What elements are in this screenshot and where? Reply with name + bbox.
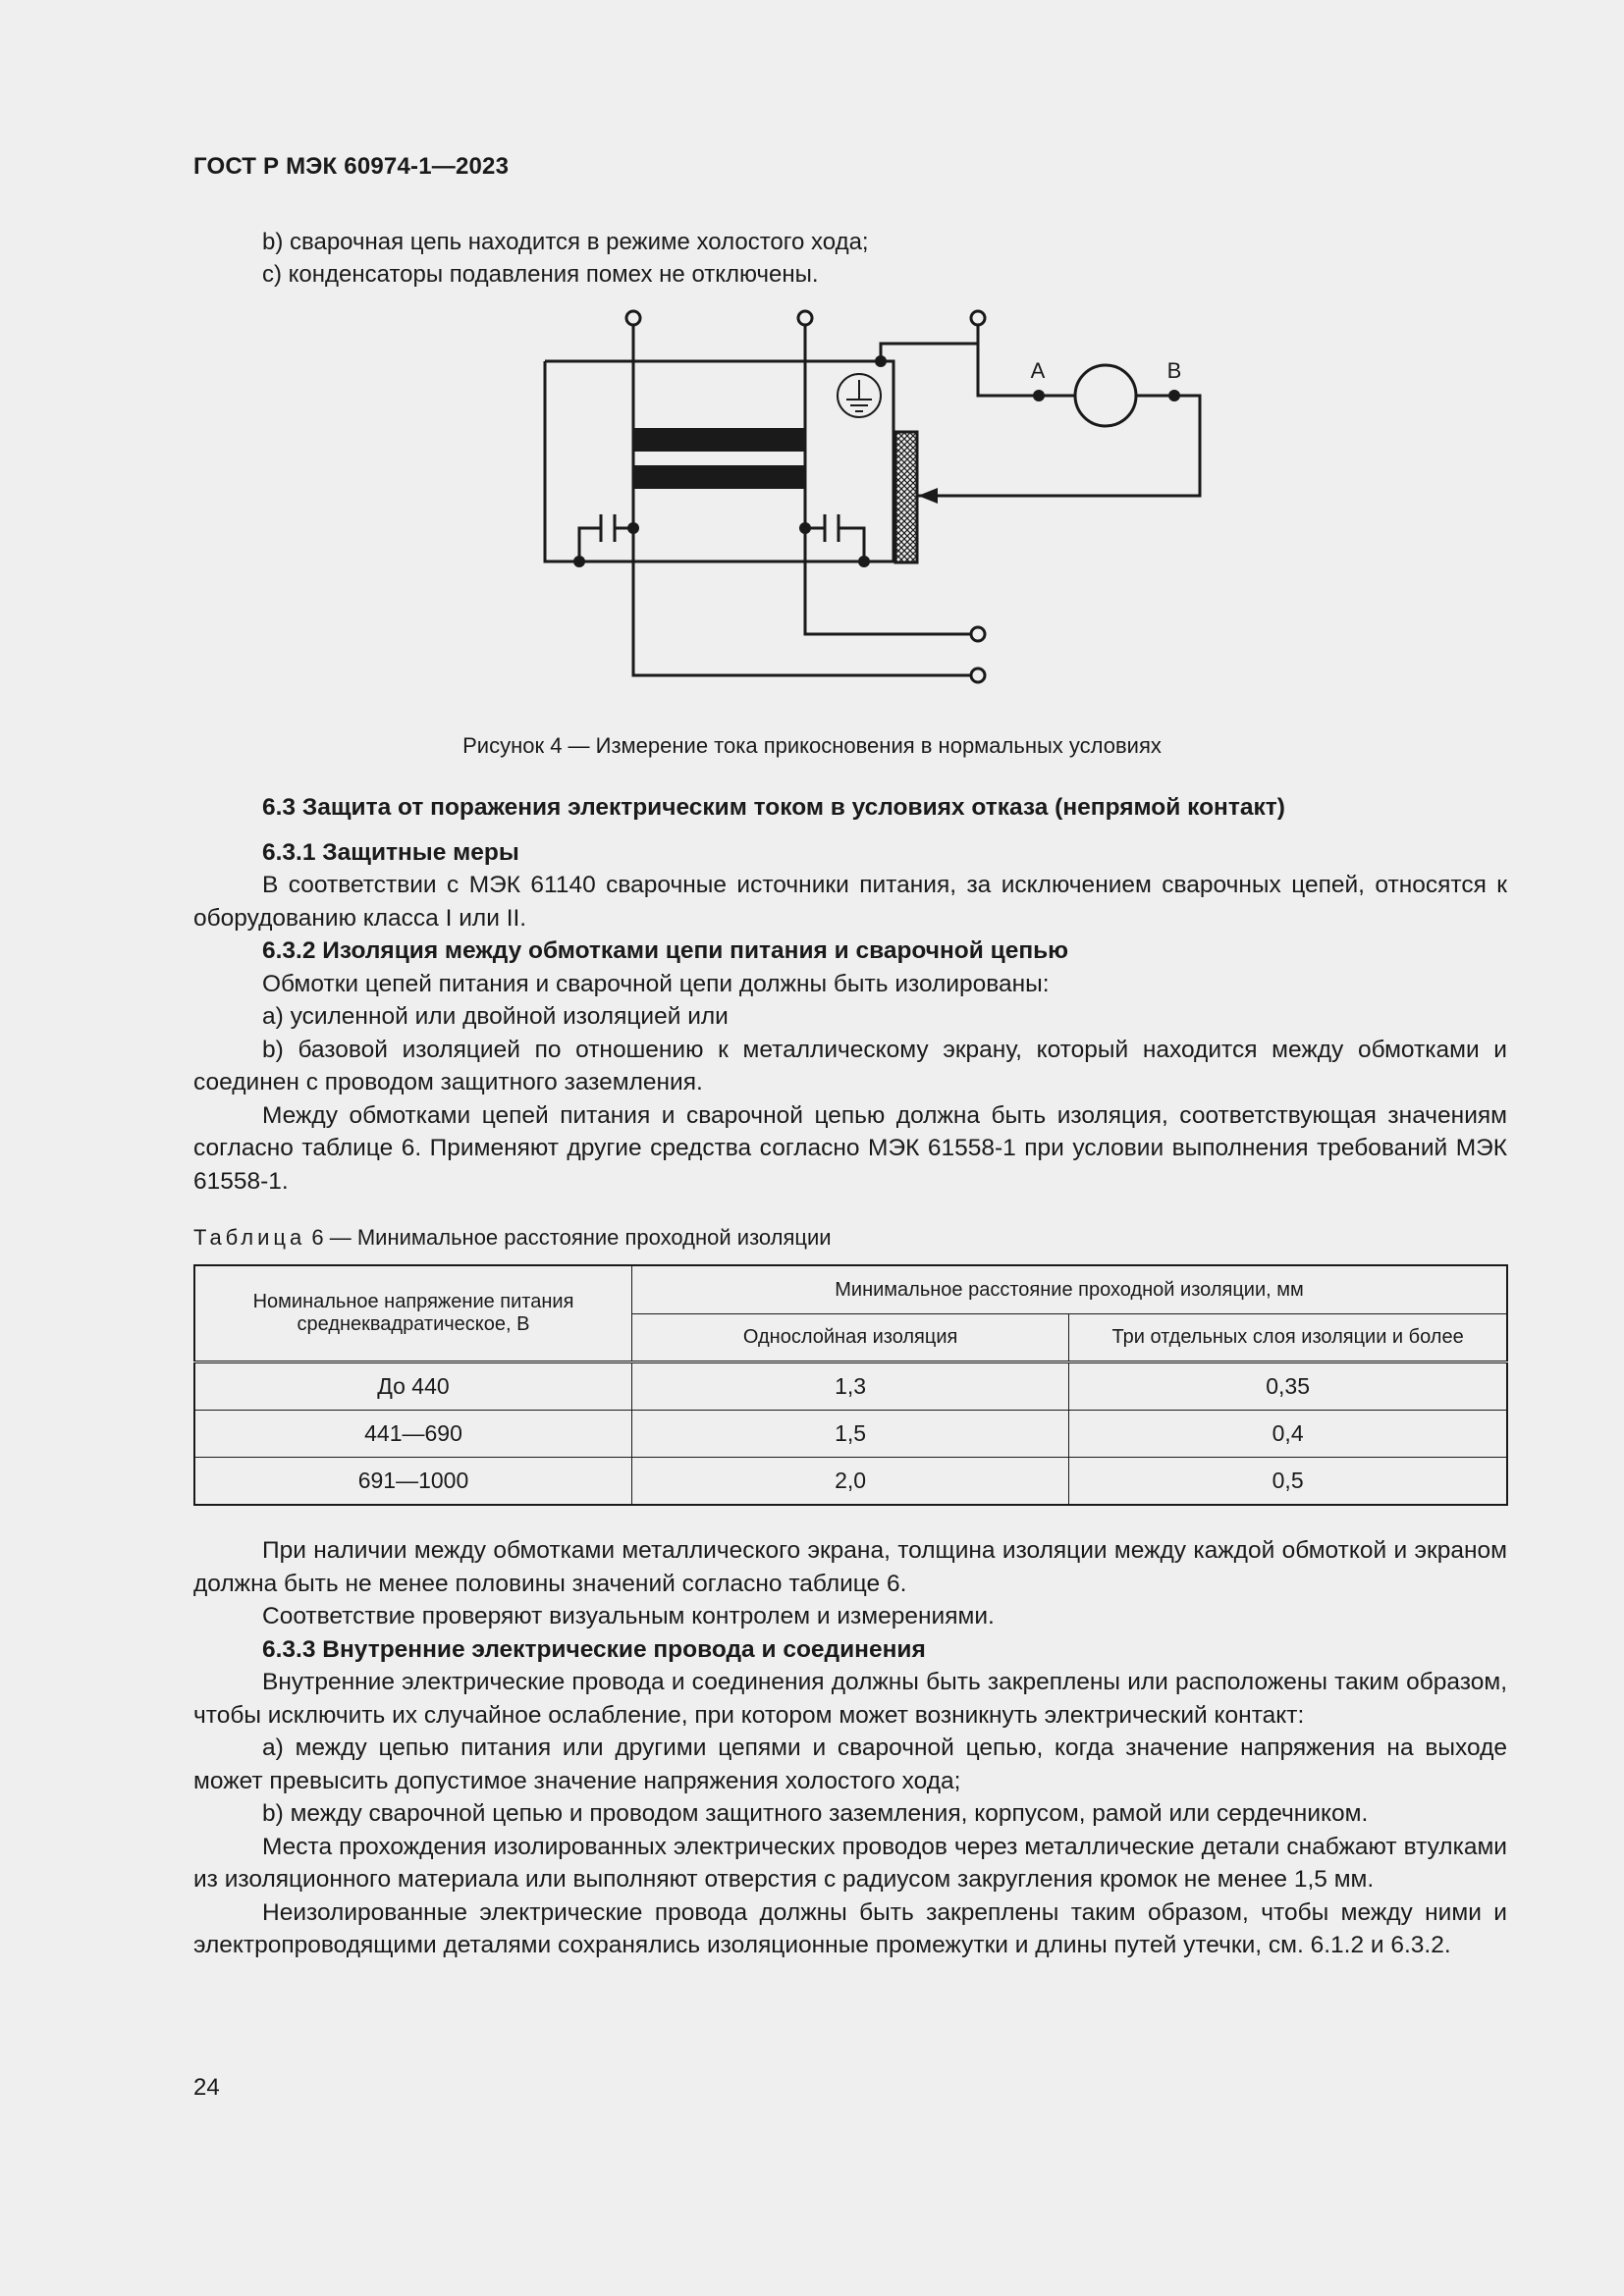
cell-voltage: 441—690: [194, 1411, 631, 1458]
terminal-icon: [971, 311, 985, 325]
column-header-group: Минимальное расстояние проходной изоляции, мм: [631, 1265, 1507, 1314]
list-item: a) между цепью питания или другими цепями и сварочной цепью, когда значение напряжения на выходе может превысить допустимое значение напряжения холостого хода;: [193, 1735, 1507, 1794]
terminal-icon: [971, 668, 985, 682]
list-item: b) между сварочной цепью и проводом защитного заземления, корпусом, рамой или сердечником.: [262, 1800, 1369, 1827]
insulation-distance-table: [193, 1264, 1508, 1506]
touch-current-circuit-diagram: [530, 299, 1218, 692]
section-6-3-block: [193, 791, 1507, 1198]
table-title-prefix: Таблица: [193, 1225, 306, 1250]
paragraph: Неизолированные электрические провода должны быть закреплены таким образом, чтобы между ними и электропроводящими деталями сохранялись изоляционные промежутки и длины путей утечки, см. 6.1.2 и 6.3.2.: [193, 1898, 1507, 1958]
standard-header: ГОСТ Р МЭК 60974-1—2023: [193, 153, 510, 180]
terminal-icon: [971, 627, 985, 641]
table-title-text: 6 — Минимальное расстояние проходной изоляции: [305, 1225, 832, 1250]
after-table-block: [193, 1534, 1507, 1962]
table-row: [194, 1411, 1507, 1458]
paragraph: Внутренние электрические провода и соединения должны быть закреплены или расположены таким образом, чтобы исключить их случайное ослабление, при котором может возникнуть электрический контакт:: [193, 1669, 1507, 1729]
transformer-core-upper: [633, 428, 805, 452]
table-title: [193, 1225, 832, 1251]
cell-single: 2,0: [631, 1458, 1068, 1506]
intro-item-b: b) сварочная цепь находится в режиме холостого хода;: [262, 229, 869, 255]
point-b-label: B: [1166, 358, 1182, 383]
terminal-icon: [798, 311, 812, 325]
point-a-label: A: [1030, 358, 1046, 383]
cell-three: 0,4: [1069, 1411, 1507, 1458]
table-row: [194, 1458, 1507, 1506]
transformer-core-lower: [633, 465, 805, 489]
table-row: [194, 1362, 1507, 1411]
paragraph: Между обмотками цепей питания и сварочной цепью должна быть изоляция, соответствующая значениям согласно таблице 6. Применяют другие средства согласно МЭК 61558-1 при условии выполнения требований МЭК 61558-1.: [193, 1101, 1507, 1195]
subsection-heading: 6.3.3 Внутренние электрические провода и соединения: [262, 1635, 926, 1663]
earth-ground-icon: [838, 374, 881, 417]
paragraph: Места прохождения изолированных электрических проводов через металлические детали снабжают втулками из изоляционного материала или выполняют отверстия с радиусом закругления кромок не менее 1,5 мм.: [193, 1833, 1507, 1893]
paragraph: В соответствии с МЭК 61140 сварочные источники питания, за исключением сварочных цепей, относятся к оборудованию класса I или II.: [193, 872, 1507, 932]
cell-single: 1,3: [631, 1362, 1068, 1411]
subsection-heading: 6.3.2 Изоляция между обмотками цепи питания и сварочной цепью: [262, 937, 1069, 964]
hatched-body-resistor: [895, 432, 917, 562]
list-item: a) усиленной или двойной изоляцией или: [262, 1003, 729, 1030]
intro-item-c: c) конденсаторы подавления помех не отключены.: [262, 261, 819, 288]
cell-three: 0,5: [1069, 1458, 1507, 1506]
cell-voltage: До 440: [194, 1362, 631, 1411]
column-header-voltage: Номинальное напряжение питания среднеквадратическое, В: [194, 1265, 631, 1362]
column-header-single: Однослойная изоляция: [631, 1314, 1068, 1362]
paragraph: При наличии между обмотками металлического экрана, толщина изоляции между каждой обмоткой и экраном должна быть не менее половины значений согласно таблице 6.: [193, 1537, 1507, 1597]
paragraph: Обмотки цепей питания и сварочной цепи должны быть изолированы:: [262, 970, 1050, 997]
subsection-heading: 6.3.1 Защитные меры: [262, 838, 519, 866]
cell-three: 0,35: [1069, 1362, 1507, 1411]
paragraph: Соответствие проверяют визуальным контролем и измерениями.: [262, 1603, 995, 1629]
cell-single: 1,5: [631, 1411, 1068, 1458]
section-heading: 6.3 Защита от поражения электрическим током в условиях отказа (непрямой контакт): [262, 794, 1285, 821]
figure-caption: Рисунок 4 — Измерение тока прикосновения в нормальных условиях: [462, 733, 1162, 758]
list-item: b) базовой изоляцией по отношению к металлическому экрану, который находится между обмотками и соединен с проводом защитного заземления.: [193, 1036, 1507, 1095]
terminal-icon: [626, 311, 640, 325]
cell-voltage: 691—1000: [194, 1458, 631, 1506]
page-number: 24: [193, 2074, 220, 2101]
meter-icon: [1075, 365, 1136, 426]
wiper-arrow-icon: [918, 488, 938, 504]
column-header-three: Три отдельных слоя изоляции и более: [1069, 1314, 1507, 1362]
